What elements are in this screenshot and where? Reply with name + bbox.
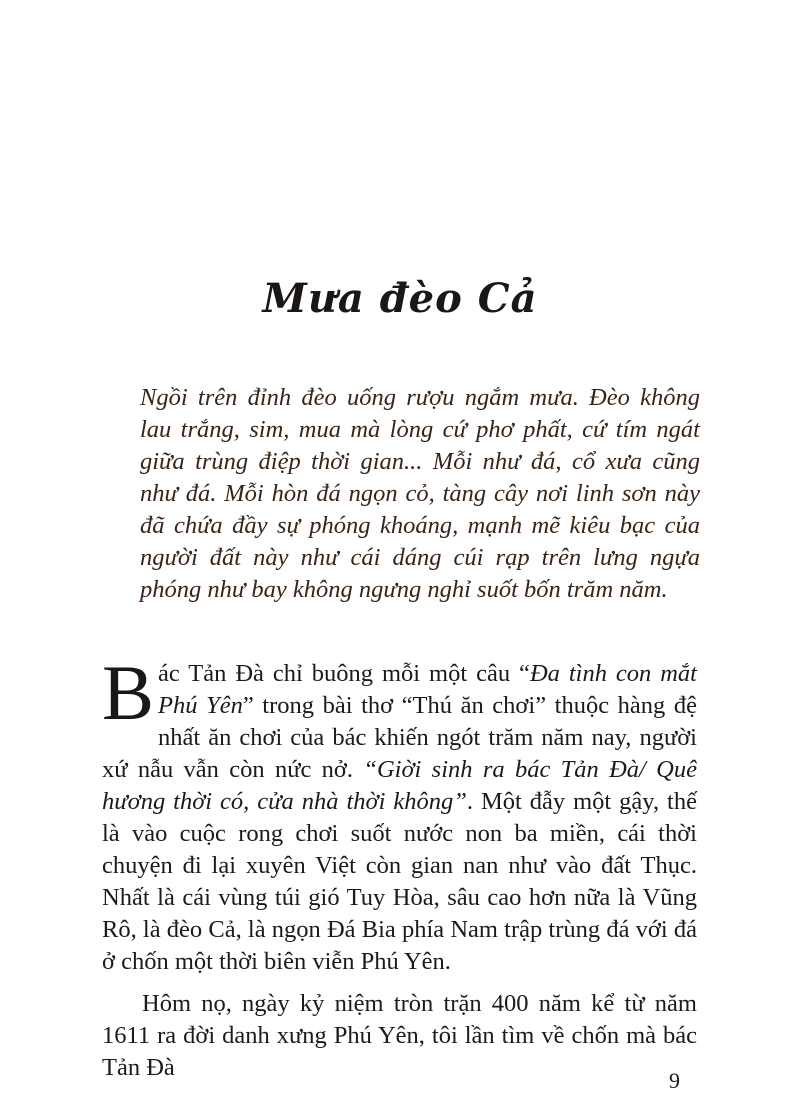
paragraph-1-text-2: ” trong bài thơ “Thú ăn chơi” thuộc hàng đệ nhất ăn chơi của bác khiến ngót trăm năm nay, người xứ nẫu vẫn còn nức nở.: [102, 692, 697, 783]
page-title: Mưa đèo Cả: [262, 274, 538, 322]
epigraph: Ngồi trên đỉnh đèo uống rượu ngắm mưa. Đèo không lau trắng, sim, mua mà lòng cứ phơ phất, cứ tím ngát giữa trùng điệp thời gian... Mỗi như đá, cổ xưa cũng như đá. Mỗi hòn đá ngọn cỏ, tàng cây nơi linh sơn này đã chứa đầy sự phóng khoáng, mạnh mẽ kiêu bạc của người đất này như cái dáng cúi rạp trên lưng ngựa phóng như bay không ngưng nghỉ suốt bốn trăm năm.: [140, 384, 700, 603]
body-text: [102, 649, 697, 1094]
paragraph-1-quote-2: “Giời sinh ra bác Tản Đà/ Quê hương thời có, cửa nhà thời không”: [102, 756, 697, 815]
paragraph-1-text-1: ác Tản Đà chỉ buông mỗi một câu “: [158, 660, 530, 687]
paragraph-1-quote-1: Đa tình con mắt Phú Yên: [158, 660, 697, 719]
drop-cap: B: [102, 649, 155, 736]
paragraph-1: [102, 649, 697, 978]
paragraph-2: Hôm nọ, ngày kỷ niệm tròn trặn 400 năm kể từ năm 1611 ra đời danh xưng Phú Yên, tôi lần tìm về chốn mà bác Tản Đà: [102, 990, 697, 1081]
paragraph-1-text-3: . Một đẫy một gậy, thế là vào cuộc rong chơi suốt nước non ba miền, cái thời chuyện đi lại xuyên Việt còn gian nan như vào đất Thục. Nhất là cái vùng túi gió Tuy Hòa, sâu cao hơn nữa là Vũng Rô, là đèo Cả, là ngọn Đá Bia phía Nam trập trùng đá với đá ở chốn một thời biên viễn Phú Yên.: [102, 788, 697, 975]
page-number: 9: [669, 1068, 680, 1093]
